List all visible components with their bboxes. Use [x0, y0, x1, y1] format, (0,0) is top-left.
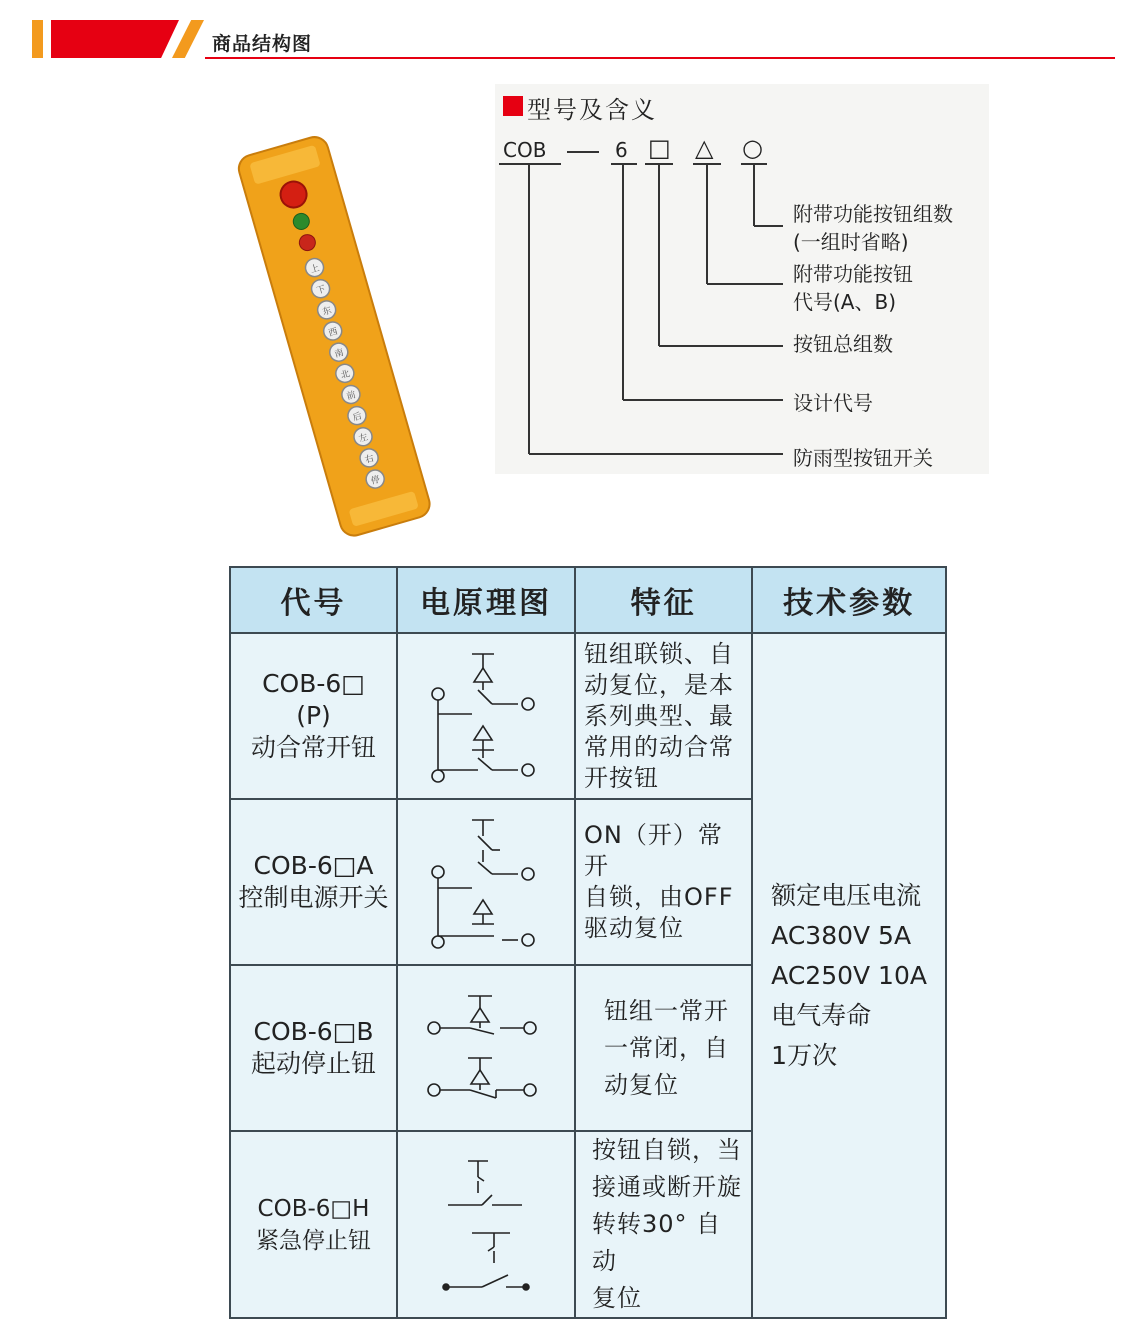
- label-function-button: 附带功能按钮: [793, 262, 913, 286]
- param-rated: 额定电压电流: [771, 880, 922, 910]
- pendant-button-mark: 左: [357, 432, 370, 445]
- row-code-cell: [230, 965, 397, 1131]
- label-function-group-note: (一组时省略): [793, 230, 909, 254]
- pendant-button-mark: 西: [327, 326, 339, 339]
- feature-line: 钮组一常开: [604, 996, 729, 1025]
- pendant-button-mark: 前: [345, 390, 358, 403]
- param-life-value: 1万次: [771, 1040, 838, 1070]
- row-feature-cell: [575, 1131, 752, 1318]
- feature-line: 接通或断开旋: [592, 1173, 742, 1201]
- model-explanation-panel: [495, 84, 989, 474]
- header-feature: 特征: [575, 567, 752, 633]
- header-code: 代号: [230, 567, 397, 633]
- header-params: 技术参数: [752, 567, 946, 633]
- model-code: COB-6□H: [257, 1195, 370, 1222]
- row-diagram-cell: [397, 633, 575, 799]
- label-total-groups: 按钮总组数: [793, 332, 893, 356]
- label-design-code: 设计代号: [793, 391, 873, 415]
- model-title: 型号及含义: [527, 96, 657, 124]
- label-function-group-count: 附带功能按钮组数: [793, 202, 953, 226]
- feature-line: 开按钮: [584, 763, 659, 792]
- tech-params-cell: [752, 633, 946, 1318]
- emergency-stop-diagram: [398, 1143, 574, 1303]
- interlocked-switch-diagram: [398, 634, 574, 794]
- crane-pendant-control-image: [236, 118, 446, 538]
- feature-line: 系列典型、最: [584, 701, 734, 730]
- param-ac380: AC380V 5A: [771, 920, 912, 950]
- label-rainproof-switch: 防雨型按钮开关: [793, 446, 933, 470]
- row-feature-cell: [575, 965, 752, 1131]
- feature-line: ON（开）常开: [584, 821, 723, 880]
- model-name: 动合常开钮: [250, 733, 376, 762]
- header-diagram: 电原理图: [397, 567, 575, 633]
- section-title: 商品结构图: [212, 33, 313, 55]
- header-red-bar: [51, 20, 179, 58]
- model-name: 紧急停止钮: [256, 1227, 371, 1254]
- model-code: COB-6□: [262, 669, 365, 698]
- code-prefix: COB: [503, 138, 547, 162]
- section-header: [0, 0, 1145, 70]
- feature-line: 动复位: [604, 1070, 679, 1099]
- code-design-number: 6: [615, 138, 628, 162]
- power-switch-diagram: [398, 800, 574, 960]
- model-code-suffix: (P): [296, 701, 331, 730]
- feature-line: 动复位，是本: [584, 670, 734, 699]
- pendant-button-mark: 东: [321, 305, 333, 318]
- row-diagram-cell: [397, 799, 575, 965]
- label-function-code: 代号(A、B): [793, 290, 897, 314]
- model-name: 起动停止钮: [250, 1049, 376, 1078]
- row-feature-cell: [575, 799, 752, 965]
- feature-line: 一常闭，自: [604, 1033, 729, 1062]
- row-diagram-cell: [397, 965, 575, 1131]
- row-feature-cell: [575, 633, 752, 799]
- pendant-button-mark: 北: [339, 369, 352, 382]
- pendant-button-mark: 下: [315, 284, 327, 297]
- param-life-label: 电气寿命: [771, 1000, 872, 1030]
- feature-line: 钮组联锁、自: [584, 639, 734, 668]
- code-box-symbol: □: [648, 134, 671, 162]
- pendant-button-mark: 上: [309, 263, 321, 276]
- row-code-cell: [230, 1131, 397, 1318]
- pendant-button-mark: 南: [333, 348, 346, 361]
- feature-line: 自锁，由OFF: [584, 883, 734, 911]
- feature-line: 按钮自锁，当: [592, 1136, 742, 1164]
- header-orange-bar: [32, 20, 43, 58]
- model-code: COB-6□B: [253, 1017, 374, 1046]
- pendant-svg: [236, 118, 446, 538]
- table-header-row: [230, 567, 946, 633]
- row-code-cell: [230, 799, 397, 965]
- header-slash: [172, 20, 204, 58]
- pendant-button-mark: 停: [369, 474, 382, 488]
- spec-table: [229, 566, 947, 1312]
- feature-line: 复位: [592, 1284, 642, 1312]
- code-circle-symbol: ○: [742, 134, 763, 162]
- code-triangle-symbol: △: [695, 134, 714, 162]
- feature-line: 常用的动合常: [584, 732, 734, 761]
- model-name: 控制电源开关: [238, 883, 389, 912]
- start-stop-diagram: [398, 966, 574, 1126]
- feature-line: 驱动复位: [584, 914, 684, 942]
- table-row: [230, 633, 946, 799]
- feature-line: 转转30° 自动: [592, 1210, 722, 1275]
- row-code-cell: [230, 633, 397, 799]
- row-diagram-cell: [397, 1131, 575, 1318]
- model-code: COB-6□A: [253, 851, 374, 880]
- param-ac250: AC250V 10A: [771, 960, 927, 990]
- pendant-button-mark: 后: [351, 411, 364, 424]
- header-underline: [205, 57, 1115, 59]
- pendant-button-mark: 右: [363, 453, 376, 466]
